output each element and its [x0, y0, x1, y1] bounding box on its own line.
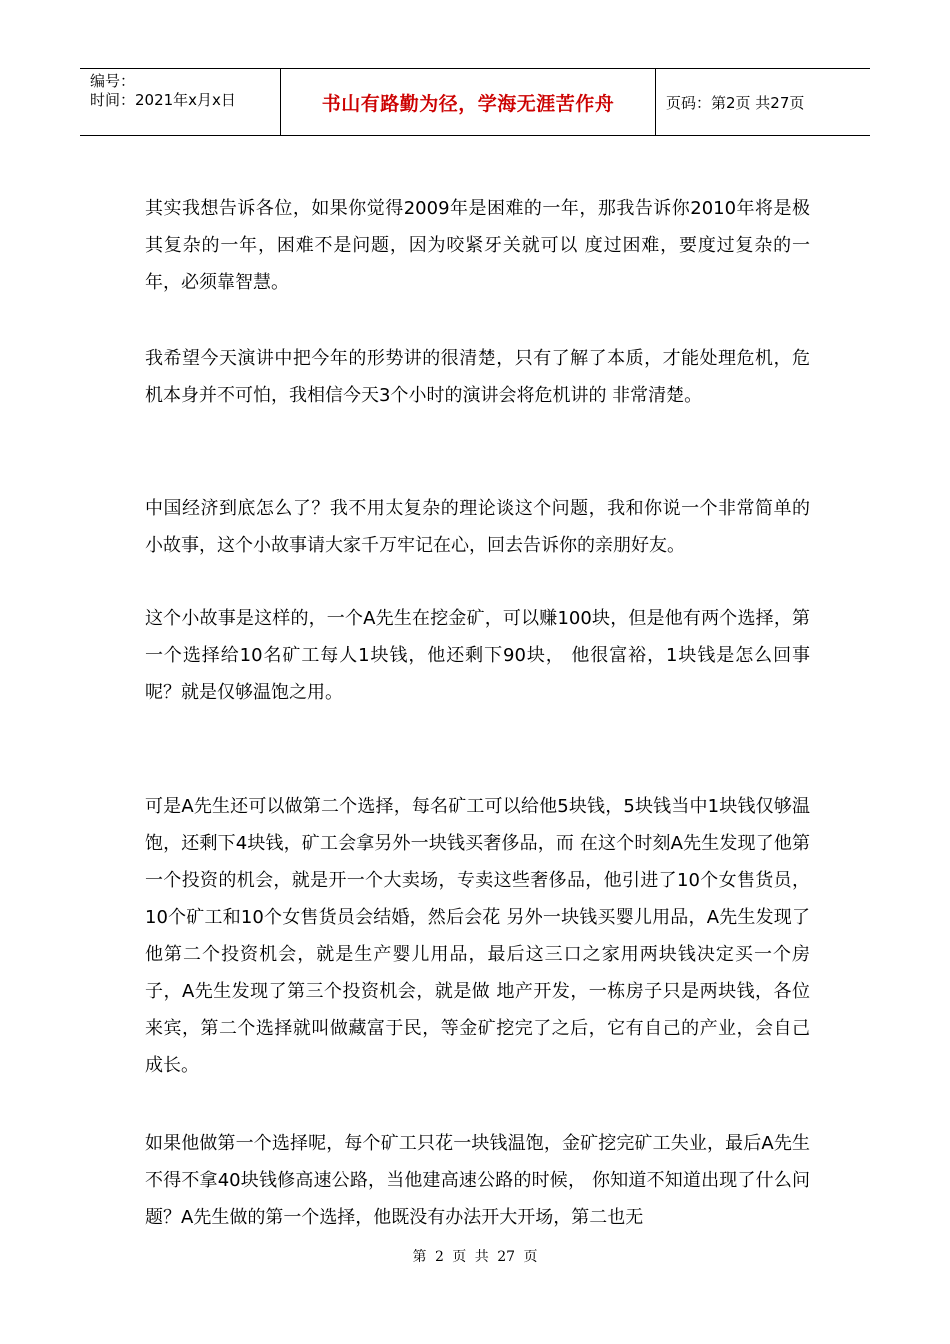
- header-info-cell: [80, 69, 281, 135]
- page-footer: 第 2 页 共 27 页: [412, 1249, 538, 1265]
- motto: 书山有路勤为径，学海无涯苦作舟: [321, 92, 615, 115]
- page-header: [80, 68, 870, 136]
- page-label: 页码：第2页 共27页: [666, 93, 805, 112]
- body-paragraph: 其实我想告诉各位，如果你觉得2009年是困难的一年，那我告诉你2010年将是极其复杂的一年，困难不是问题，因为咬紧牙关就可以 度过困难，要度过复杂的一年，必须靠智慧。: [145, 198, 810, 293]
- body-paragraph: 这个小故事是这样的，一个A先生在挖金矿，可以赚100块，但是他有两个选择，第一个选择给10名矿工每人1块钱，他还剩下90块， 他很富裕，1块钱是怎么回事呢？就是仅够温饱之用。: [145, 608, 810, 703]
- body-paragraph: 可是A先生还可以做第二个选择，每名矿工可以给他5块钱，5块钱当中1块钱仅够温饱，还剩下4块钱，矿工会拿另外一块钱买奢侈品，而 在这个时刻A先生发现了他第一个投资的机会，就是开一个大卖场，专卖这些奢侈品，他引进了10个女售货员，10个矿工和10个女售货员会结婚，然后会花 另外一块钱买婴儿用品，A先生发现了他第二个投资机会，就是生产婴儿用品，最后这三口之家用两块钱决定买一个房子，A先生发现了第三个投资机会，就是做 地产开发，一栋房子只是两块钱，各位来宾，第二个选择就叫做藏富于民，等金矿挖完了之后，它有自己的产业，会自己成长。: [145, 796, 810, 1076]
- number-label: 编号：: [90, 72, 136, 90]
- body-paragraph: 如果他做第一个选择呢，每个矿工只花一块钱温饱，金矿挖完矿工失业，最后A先生不得不拿40块钱修高速公路，当他建高速公路的时候， 你知道不知道出现了什么问题？A先生做的第一个选择，他既没有办法开大开场，第二也无: [145, 1133, 810, 1228]
- header-page-cell: [656, 69, 870, 135]
- date-label: 时间：2021年x月x日: [90, 91, 236, 109]
- body-paragraph: 我希望今天演讲中把今年的形势讲的很清楚，只有了解了本质，才能处理危机，危机本身并不可怕，我相信今天3个小时的演讲会将危机讲的 非常清楚。: [145, 348, 810, 406]
- header-motto-cell: [281, 69, 656, 135]
- body-paragraph: 中国经济到底怎么了？我不用太复杂的理论谈这个问题，我和你说一个非常简单的小故事，这个小故事请大家千万牢记在心，回去告诉你的亲朋好友。: [145, 498, 810, 556]
